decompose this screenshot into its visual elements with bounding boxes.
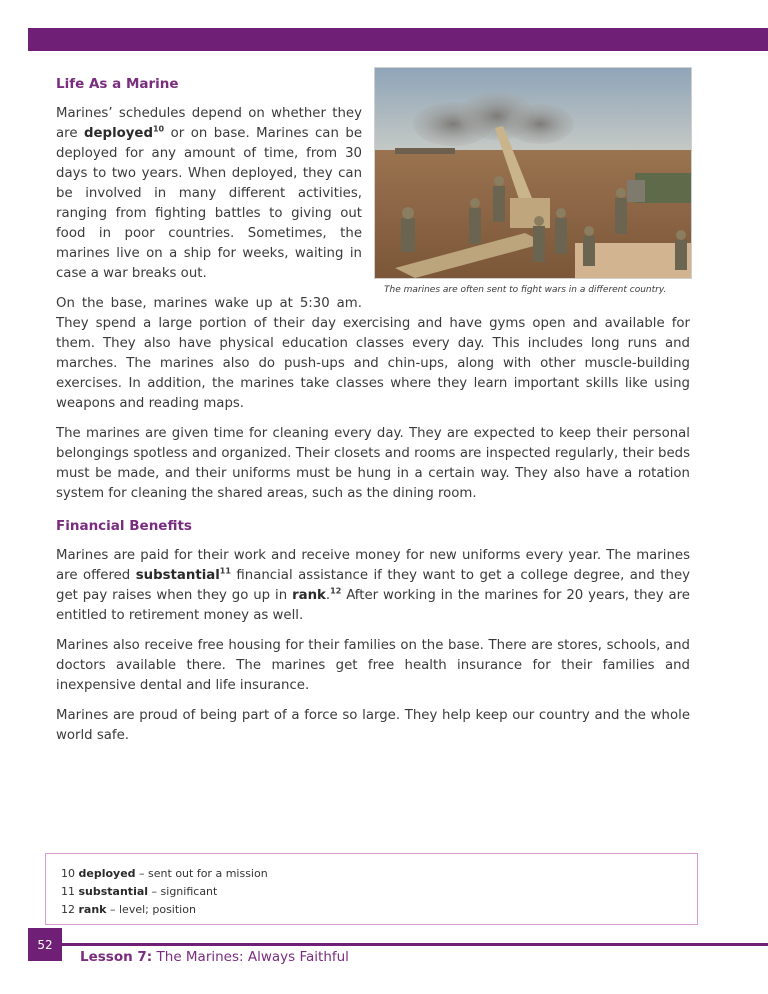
main-content <box>56 74 690 756</box>
section-heading-financial: Financial Benefits <box>56 518 192 534</box>
paragraph-housing: Marines also receive free housing for their families on the base. There are stores, schools, and doctors available there. The marines get free health insurance for their families and inexpensive dental and life insurance. <box>56 638 690 693</box>
photo-block <box>374 67 692 295</box>
vocab-substantial: substantial <box>135 568 220 583</box>
marines-artillery-photo <box>374 67 692 279</box>
paragraph-base-life: On the base, marines wake up at 5:30 am. They spend a large portion of their day exercising and have gyms open and available for them. They also have physical education classes every day. This includes long runs and marches. The marines also do push-ups and chin-ups, along with other muscle-building exercises. In addition, the marines take classes where they learn important skills like using weapons and reading maps. <box>56 296 690 411</box>
photo-caption: The marines are often sent to fight wars in a different country. <box>384 285 667 295</box>
paragraph-pay: Marines are paid for their work and receive money for new uniforms every year. The marines are offered substantial$^{11}$ financial assistance if they want to get a college degree, and they get pay raises when they go up in rank.$^{12}$ After working in the marines for 20 years, they are entitled to retirement money as well. <box>56 548 690 623</box>
footnote-ref-12: 12 <box>330 586 342 596</box>
glossary-box <box>45 853 698 925</box>
top-header-bar <box>28 28 768 51</box>
footnote-ref-11: 11 <box>219 566 231 576</box>
paragraph-cleaning: The marines are given time for cleaning every day. They are expected to keep their personal belongings spotless and organized. Their closets and rooms are inspected regularly, their beds must be made, and their uniforms must be hung in a certain way. They also have a rotation system for cleaning the shared areas, such as the dining room. <box>56 426 690 501</box>
vocab-deployed: deployed <box>84 126 153 141</box>
paragraph-pride: Marines are proud of being part of a force so large. They help keep our country and the whole world safe. <box>56 708 690 743</box>
paragraph-deployment: Marines’ schedules depend on whether they are deployed$^{10}$ or on base. Marines can be deployed for any amount of time, from 30 days to two years. When deployed, they can be involved in many different activities, ranging from fighting battles to giving out food in poor countries. Sometimes, the marines live on a ship for weeks, waiting in case a war breaks out. <box>56 106 363 281</box>
footer-lesson-title: Lesson 7: The Marines: Always Faithful <box>80 949 349 965</box>
footnote-ref-10: 10 <box>152 124 165 134</box>
vocab-rank: rank <box>292 588 326 603</box>
page-number: 52 <box>28 928 62 961</box>
footer-rule <box>62 943 768 946</box>
section-heading-life: Life As a Marine <box>56 76 179 92</box>
glossary-item: 11 substantial – significant <box>61 885 218 898</box>
glossary-item: 12 rank – level; position <box>61 903 196 916</box>
glossary-item: 10 deployed – sent out for a mission <box>61 867 268 880</box>
